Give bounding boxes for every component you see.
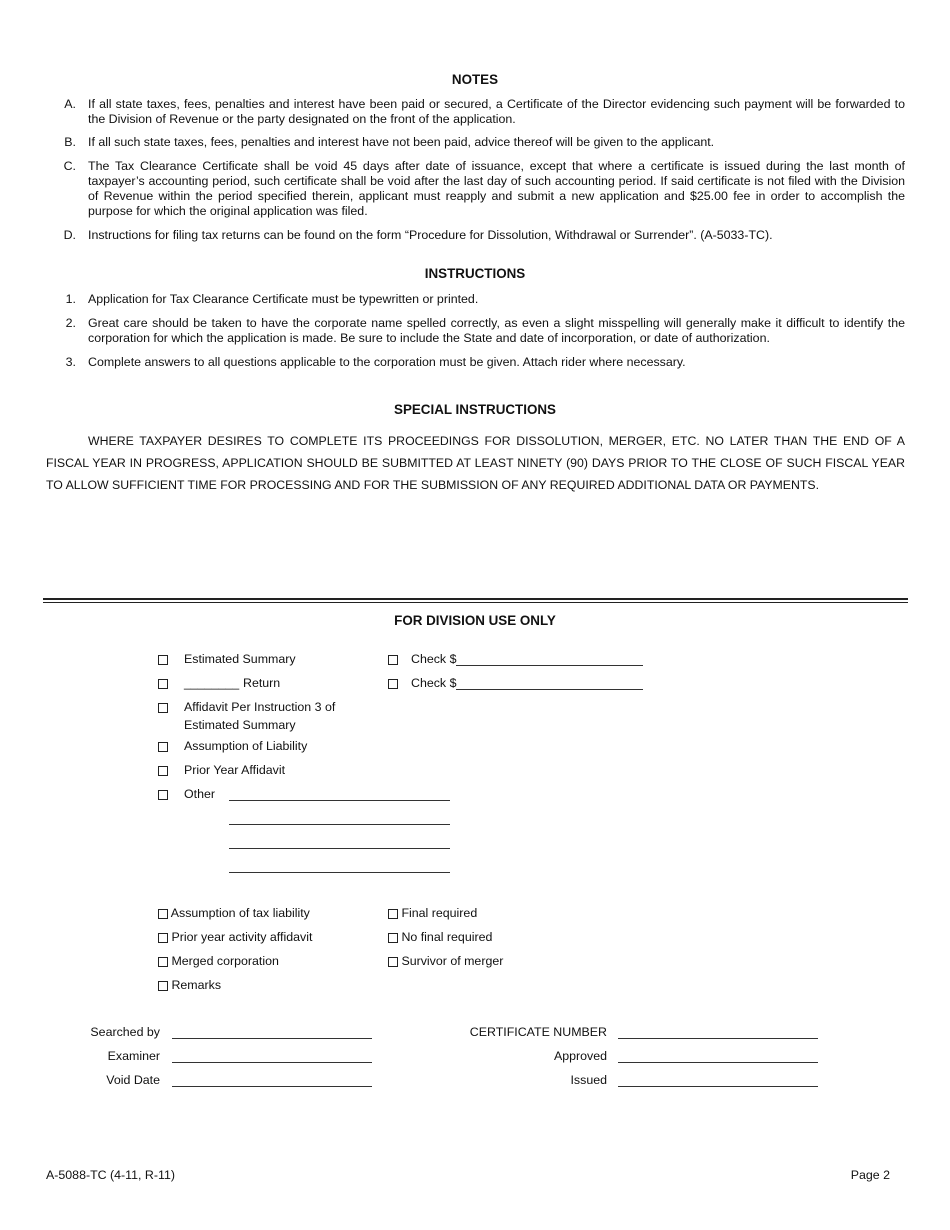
estimated-summary-label: Estimated Summary bbox=[184, 652, 296, 666]
special-instructions-text: WHERE TAXPAYER DESIRES TO COMPLETE ITS PROCEEDINGS FOR DISSOLUTION, MERGER, ETC. NO LATER THAN THE END OF A FISCAL YEAR IN PROGRESS, APPLICATION SHOULD BE SUBMITTED AT LEAST NINETY (90) DAYS PRIOR TO THE CLOSE OF SUCH FISCAL YEAR TO ALLOW SUFFICIENT TIME FOR PROCESSING AND FOR THE SUBMISSION OF ANY REQUIRED ADDITIONAL DATA OR PAYMENTS. bbox=[46, 434, 905, 492]
certificate-number-line[interactable] bbox=[618, 1038, 818, 1039]
approved-label: Approved bbox=[553, 1049, 607, 1063]
remarks-label: Remarks bbox=[171, 978, 222, 992]
special-instructions-heading: SPECIAL INSTRUCTIONS bbox=[394, 402, 556, 417]
prior-year-affidavit-label: Prior Year Affidavit bbox=[184, 763, 286, 777]
instruction-text: Complete answers to all questions applicable to the corporation must be given. Attach rider where necessary. bbox=[88, 355, 686, 369]
issued-line[interactable] bbox=[618, 1086, 818, 1087]
merged-corporation-label: Merged corporation bbox=[171, 954, 279, 968]
examiner-label: Examiner bbox=[107, 1049, 160, 1063]
division-use-heading: FOR DIVISION USE ONLY bbox=[394, 613, 556, 628]
instruction-number: 3. bbox=[65, 355, 76, 369]
divider-thin bbox=[43, 602, 908, 603]
note-letter: B. bbox=[64, 135, 76, 149]
check1-amount-line[interactable] bbox=[456, 665, 643, 666]
other-line[interactable] bbox=[229, 824, 450, 825]
divider-thick bbox=[43, 598, 908, 600]
prior-year-activity-checkbox[interactable] bbox=[158, 933, 168, 943]
check1-label: Check $ bbox=[411, 652, 457, 666]
note-letter: A. bbox=[64, 97, 76, 111]
instruction-number: 2. bbox=[65, 316, 76, 330]
merged-corporation-option[interactable] bbox=[158, 954, 279, 968]
instruction-text: Great care should be taken to have the corporate name spelled correctly, as even a slight misspelling will generally make it difficult to identify the corporation for which the application is made. Be sure to include the State and date of incorporation, or date of authorization. bbox=[88, 316, 905, 345]
check2-checkbox[interactable] bbox=[388, 679, 398, 689]
other-line[interactable] bbox=[229, 872, 450, 873]
prior-year-activity-option[interactable] bbox=[158, 930, 312, 944]
other-label: Other bbox=[184, 787, 215, 801]
assumption-tax-liability-checkbox[interactable] bbox=[158, 909, 168, 919]
affidavit-checkbox[interactable] bbox=[158, 703, 168, 713]
note-text: If all such state taxes, fees, penalties and interest have not been paid, advice thereof will be given to the applicant. bbox=[88, 135, 715, 149]
no-final-required-option[interactable] bbox=[388, 930, 492, 944]
note-text: Instructions for filing tax returns can be found on the form “Procedure for Dissolution, Withdrawal or Surrender”. (A-5033-TC). bbox=[88, 228, 773, 242]
survivor-of-merger-option[interactable] bbox=[388, 954, 503, 968]
instruction-number: 1. bbox=[65, 292, 76, 306]
assumption-liability-label: Assumption of Liability bbox=[184, 739, 308, 753]
instruction-text: Application for Tax Clearance Certificate must be typewritten or printed. bbox=[88, 292, 479, 306]
prior-year-activity-label: Prior year activity affidavit bbox=[171, 930, 313, 944]
survivor-of-merger-label: Survivor of merger bbox=[401, 954, 504, 968]
return-label: Return bbox=[243, 676, 281, 690]
note-text: The Tax Clearance Certificate shall be void 45 days after date of issuance, except that where a certificate is issued during the last month of taxpayer’s accounting period, such certificate shall be void after the last day of such accounting period. If said certificate is not filed with the Division of Revenue within the period specified therein, applicant must reapply and submit a new application and $25.00 fee in order to accomplish the purpose for which the original application was filed. bbox=[88, 159, 905, 218]
survivor-of-merger-checkbox[interactable] bbox=[388, 957, 398, 967]
other-line[interactable] bbox=[229, 848, 450, 849]
void-date-line[interactable] bbox=[172, 1086, 372, 1087]
void-date-label: Void Date bbox=[106, 1073, 160, 1087]
estimated-summary-checkbox[interactable] bbox=[158, 655, 168, 665]
check2-label: Check $ bbox=[411, 676, 457, 690]
return-blank: ________ bbox=[184, 676, 240, 690]
note-text: If all state taxes, fees, penalties and interest have been paid or secured, a Certificate of the Director evidencing such payment will be forwarded to the Division of Revenue or the party designated on the front of the application. bbox=[88, 97, 905, 126]
certificate-number-label: CERTIFICATE NUMBER bbox=[469, 1025, 607, 1039]
approved-line[interactable] bbox=[618, 1062, 818, 1063]
other-line[interactable] bbox=[229, 800, 450, 801]
no-final-required-label: No final required bbox=[401, 930, 493, 944]
check2-amount-line[interactable] bbox=[456, 689, 643, 690]
assumption-tax-liability-label: Assumption of tax liability bbox=[170, 906, 310, 920]
searched-by-line[interactable] bbox=[172, 1038, 372, 1039]
no-final-required-checkbox[interactable] bbox=[388, 933, 398, 943]
final-required-option[interactable] bbox=[388, 906, 477, 920]
assumption-tax-liability-option[interactable] bbox=[158, 906, 310, 920]
notes-heading: NOTES bbox=[451, 72, 499, 87]
examiner-line[interactable] bbox=[172, 1062, 372, 1063]
other-checkbox[interactable] bbox=[158, 790, 168, 800]
remarks-option[interactable] bbox=[158, 978, 221, 992]
final-required-label: Final required bbox=[401, 906, 478, 920]
form-id: A-5088-TC (4-11, R-11) bbox=[46, 1168, 175, 1182]
return-checkbox[interactable] bbox=[158, 679, 168, 689]
check1-checkbox[interactable] bbox=[388, 655, 398, 665]
final-required-checkbox[interactable] bbox=[388, 909, 398, 919]
page-number: Page 2 bbox=[850, 1168, 890, 1182]
searched-by-label: Searched by bbox=[90, 1025, 160, 1039]
prior-year-affidavit-checkbox[interactable] bbox=[158, 766, 168, 776]
instructions-heading: INSTRUCTIONS bbox=[424, 266, 526, 281]
affidavit-label-line1: Affidavit Per Instruction 3 of bbox=[184, 700, 336, 714]
affidavit-label-line2: Estimated Summary bbox=[184, 718, 296, 732]
issued-label: Issued bbox=[570, 1073, 607, 1087]
note-letter: C. bbox=[63, 159, 76, 173]
remarks-checkbox[interactable] bbox=[158, 981, 168, 991]
merged-corporation-checkbox[interactable] bbox=[158, 957, 168, 967]
note-letter: D. bbox=[63, 228, 76, 242]
assumption-liability-checkbox[interactable] bbox=[158, 742, 168, 752]
